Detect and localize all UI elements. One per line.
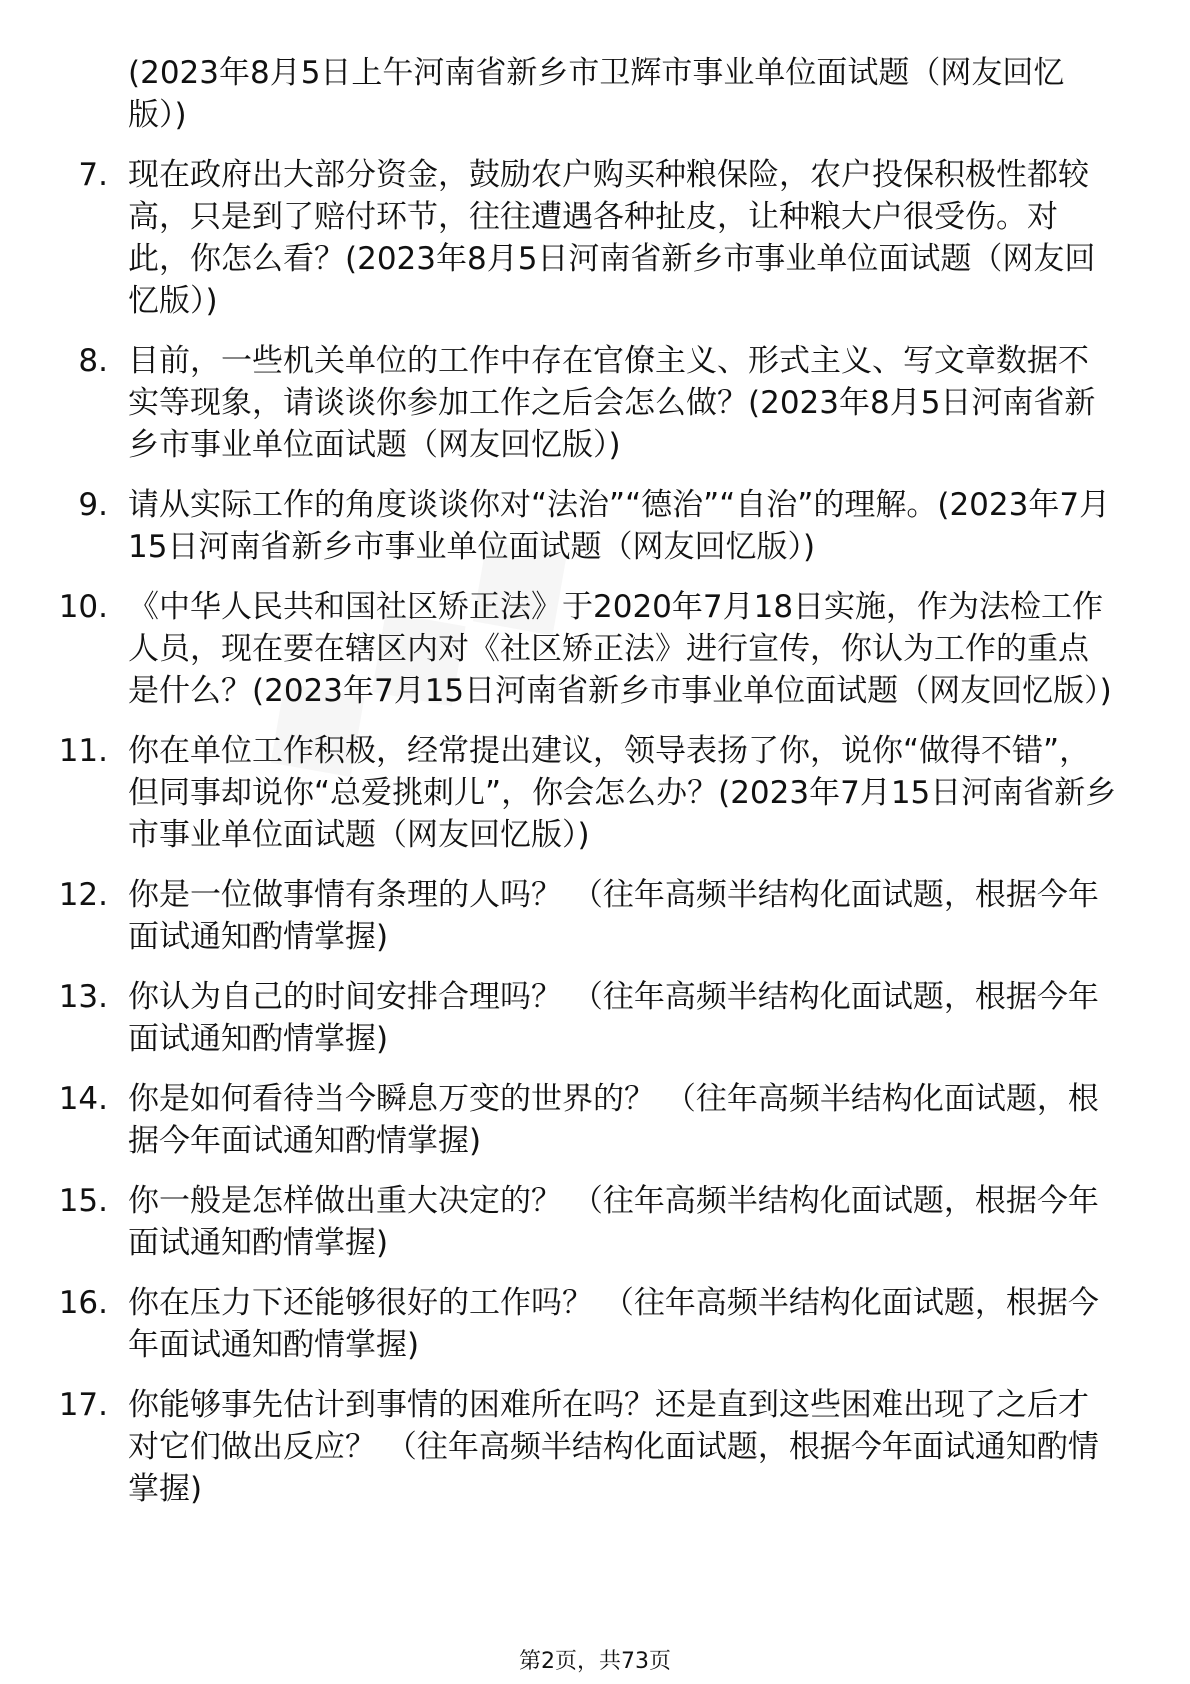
list-item bbox=[0, 1180, 1190, 1264]
item-text: 现在政府出大部分资金，鼓励农户购买种粮保险，农户投保积极性都较高，只是到了赔付环节，往往遭遇各种扯皮，让种粮大户很受伤。对此，你怎么看？(2023年8月5日河南省新乡市事业单位面试题（网友回忆版）) bbox=[128, 157, 1096, 319]
question-list bbox=[0, 52, 1190, 1528]
list-item bbox=[0, 1282, 1190, 1366]
item-text: (2023年8月5日上午河南省新乡市卫辉市事业单位面试题（网友回忆版）) bbox=[128, 55, 1065, 133]
item-number: 8. bbox=[78, 343, 108, 379]
item-text: 你一般是怎样做出重大决定的？ （往年高频半结构化面试题，根据今年面试通知酌情掌握) bbox=[128, 1183, 1099, 1261]
item-number: 10. bbox=[58, 589, 108, 625]
list-item bbox=[0, 586, 1190, 712]
item-number: 13. bbox=[58, 979, 108, 1015]
item-number: 17. bbox=[58, 1387, 108, 1423]
item-text: 你在单位工作积极，经常提出建议，领导表扬了你，说你“做得不错”，但同事却说你“总爱挑刺儿”，你会怎么办？(2023年7月15日河南省新乡市事业单位面试题（网友回忆版）) bbox=[128, 733, 1117, 853]
item-number: 15. bbox=[58, 1183, 108, 1219]
list-item bbox=[0, 340, 1190, 466]
list-item bbox=[0, 52, 1190, 136]
list-item bbox=[0, 1384, 1190, 1510]
item-number: 16. bbox=[58, 1285, 108, 1321]
list-item bbox=[0, 976, 1190, 1060]
item-text: 你在压力下还能够很好的工作吗？ （往年高频半结构化面试题，根据今年面试通知酌情掌握) bbox=[128, 1285, 1099, 1363]
list-item bbox=[0, 874, 1190, 958]
item-number: 9. bbox=[78, 487, 108, 523]
item-text: 你是一位做事情有条理的人吗？ （往年高频半结构化面试题，根据今年面试通知酌情掌握) bbox=[128, 877, 1099, 955]
page-footer: 第2页，共73页 bbox=[519, 1649, 671, 1674]
list-item bbox=[0, 730, 1190, 856]
item-text: 你能够事先估计到事情的困难所在吗？还是直到这些困难出现了之后才对它们做出反应？ （往年高频半结构化面试题，根据今年面试通知酌情掌握) bbox=[128, 1387, 1099, 1507]
item-number: 14. bbox=[58, 1081, 108, 1117]
item-text: 你认为自己的时间安排合理吗？ （往年高频半结构化面试题，根据今年面试通知酌情掌握) bbox=[128, 979, 1099, 1057]
item-number: 12. bbox=[58, 877, 108, 913]
item-number: 7. bbox=[78, 157, 108, 193]
item-number: 11. bbox=[58, 733, 108, 769]
list-item bbox=[0, 1078, 1190, 1162]
item-text: 目前，一些机关单位的工作中存在官僚主义、形式主义、写文章数据不实等现象，请谈谈你参加工作之后会怎么做？(2023年8月5日河南省新乡市事业单位面试题（网友回忆版）) bbox=[128, 343, 1096, 463]
list-item bbox=[0, 484, 1190, 568]
item-text: 《中华人民共和国社区矫正法》于2020年7月18日实施，作为法检工作人员，现在要在辖区内对《社区矫正法》进行宣传，你认为工作的重点是什么？(2023年7月15日河南省新乡市事业单位面试题（网友回忆版）) bbox=[128, 589, 1112, 709]
item-text: 你是如何看待当今瞬息万变的世界的？ （往年高频半结构化面试题，根据今年面试通知酌情掌握) bbox=[128, 1081, 1099, 1159]
list-item bbox=[0, 154, 1190, 322]
item-text: 请从实际工作的角度谈谈你对“法治”“德治”“自治”的理解。(2023年7月15日河南省新乡市事业单位面试题（网友回忆版）) bbox=[128, 487, 1111, 565]
